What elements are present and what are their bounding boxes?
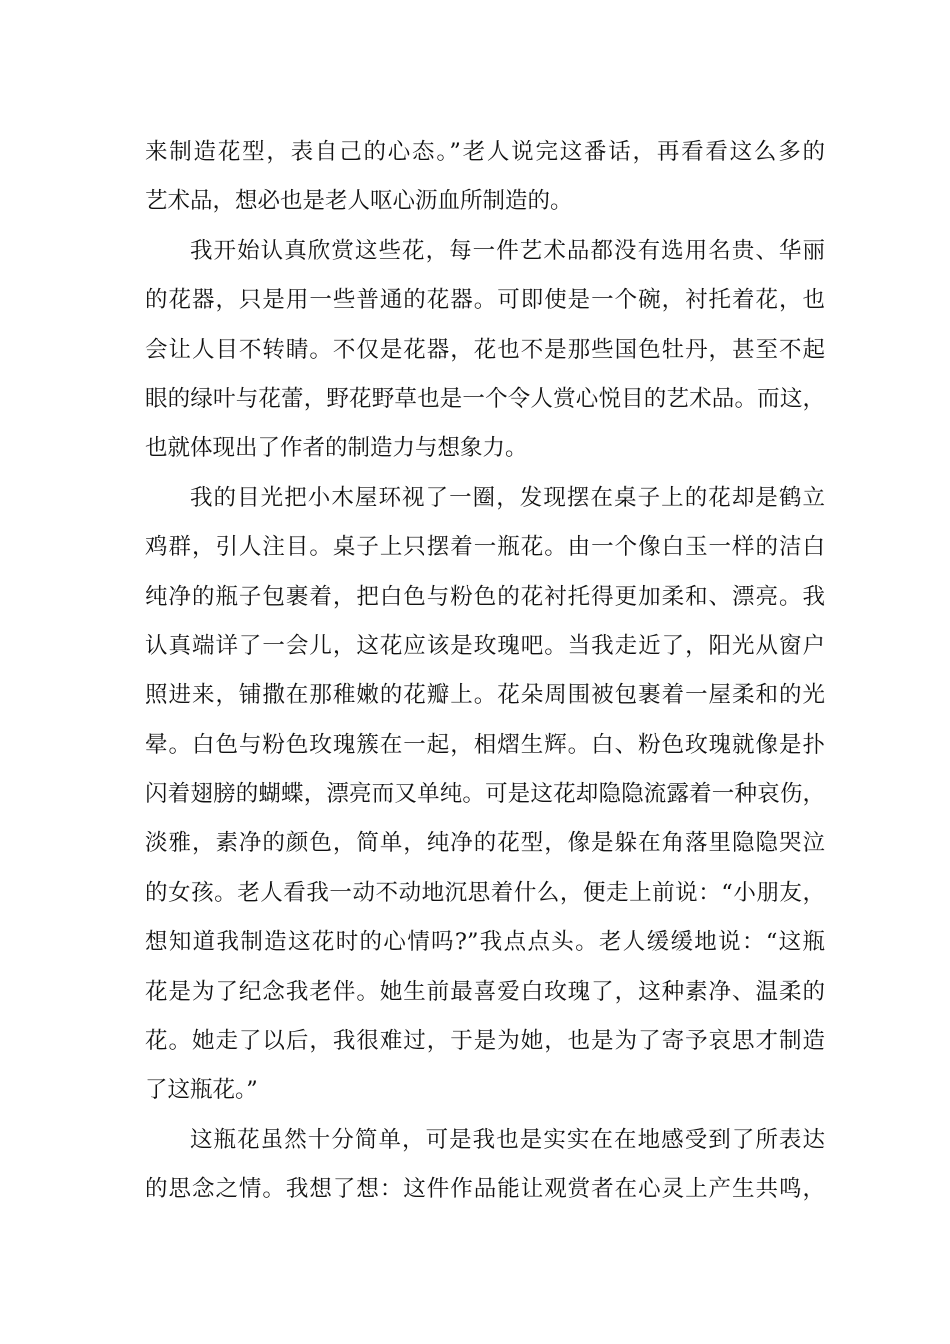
text-line: 的花器，只是用一些普通的花器。可即使是一个碗，衬托着花，也	[145, 287, 825, 314]
text-line: 艺术品，想必也是老人呕心沥血所制造的。	[145, 188, 573, 215]
document-body	[145, 132, 825, 1219]
text-line: 的女孩。老人看我一动不动地沉思着什么，便走上前说：“小朋友，	[145, 879, 825, 906]
text-line: 花。她走了以后，我很难过，于是为她，也是为了寄予哀思才制造	[145, 1028, 825, 1055]
text-line: 我的目光把小木屋环视了一圈，发现摆在桌子上的花却是鹤立	[190, 484, 825, 511]
text-line: 了这瓶花。”	[145, 1077, 258, 1104]
paragraph-4	[145, 1120, 825, 1219]
text-line: 来制造花型，表自己的心态。”老人说完这番话，再看看这么多的	[145, 139, 825, 165]
text-line: 闪着翅膀的蝴蝶，漂亮而又单纯。可是这花却隐隐流露着一种哀伤，	[145, 781, 825, 808]
paragraph-3	[145, 478, 825, 1120]
text-line: 晕。白色与粉色玫瑰簇在一起，相熠生辉。白、粉色玫瑰就像是扑	[145, 731, 825, 758]
text-line: 认真端详了一会儿，这花应该是玫瑰吧。当我走近了，阳光从窗户	[145, 632, 825, 659]
text-line: 这瓶花虽然十分简单，可是我也是实实在在地感受到了所表达	[190, 1126, 825, 1153]
text-line: 想知道我制造这花时的心情吗?”我点点头。老人缓缓地说：“这瓶	[145, 929, 825, 956]
text-line: 纯净的瓶子包裹着，把白色与粉色的花衬托得更加柔和、漂亮。我	[145, 583, 825, 610]
paragraph-1	[145, 132, 825, 231]
paragraph-2	[145, 231, 825, 478]
text-line: 的思念之情。我想了想：这件作品能让观赏者在心灵上产生共鸣，	[145, 1176, 825, 1203]
text-line: 淡雅，素净的颜色，简单，纯净的花型，像是躲在角落里隐隐哭泣	[145, 830, 825, 857]
text-line: 我开始认真欣赏这些花，每一件艺术品都没有选用名贵、华丽	[190, 237, 825, 264]
text-line: 花是为了纪念我老伴。她生前最喜爱白玫瑰了，这种素净、温柔的	[145, 978, 825, 1005]
text-line: 照进来，铺撒在那稚嫩的花瓣上。花朵周围被包裹着一屋柔和的光	[145, 682, 825, 709]
text-line: 会让人目不转睛。不仅是花器，花也不是那些国色牡丹，甚至不起	[145, 336, 825, 363]
text-line: 鸡群，引人注目。桌子上只摆着一瓶花。由一个像白玉一样的洁白	[145, 534, 825, 561]
text-line: 也就体现出了作者的制造力与想象力。	[145, 435, 528, 462]
text-line: 眼的绿叶与花蕾，野花野草也是一个令人赏心悦目的艺术品。而这，	[145, 385, 825, 412]
